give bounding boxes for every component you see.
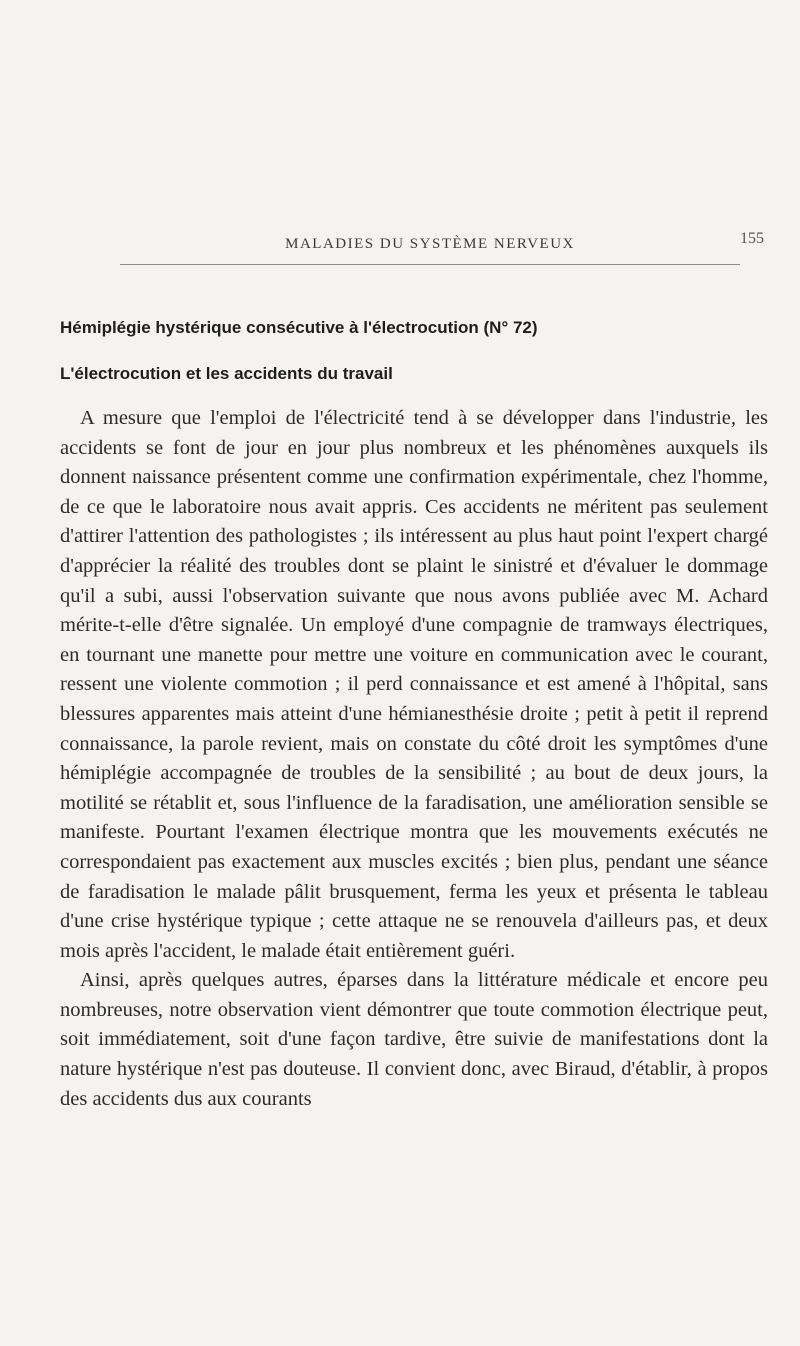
paragraph: A mesure que l'emploi de l'électricité tend à se développer dans l'industrie, les accidents se font de jour en jour plus nombreux et les phénomènes auxquels ils donnent naissance présentent comme une confirmation expérimentale, chez l'homme, de ce que le laboratoire nous avait appris. Ces accidents ne méritent pas seulement d'attirer l'attention des pathologistes ; ils intéressent au plus haut point l'expert chargé d'apprécier la réalité des troubles dont se plaint le sinistré et d'évaluer le dommage qu'il a subi, aussi l'observation suivante que nous avons publiée avec M. Achard mérite-t-elle d'être signalée. Un employé d'une compagnie de tramways électriques, en tournant une manette pour mettre une voiture en communication avec le courant, ressent une violente commotion ; il perd connaissance et est amené à l'hôpital, sans blessures apparentes mais atteint d'une hémianesthésie droite ; petit à petit il reprend connaissance, la parole revient, mais on constate du côté droit les symptômes d'une hémiplégie accompagnée de troubles de la sensibilité ; au bout de deux jours, la motilité se rétablit et, sous l'influence de la faradisation, une amélioration sensible se manifeste. Pourtant l'examen électrique montra que les mouvements exécutés ne correspondaient pas exactement aux muscles excités ; bien plus, pendant une séance de faradisation le malade pâlit brusquement, ferma les yeux et présenta le tableau d'une crise hystérique typique ; cette attaque ne se renouvela d'ailleurs pas, et deux mois après l'accident, le malade était entièrement guéri. — [60, 407, 768, 962]
section-subtitle: L'électrocution et les accidents du travail — [60, 364, 393, 383]
body-text — [60, 404, 768, 1114]
page-number: 155 — [740, 230, 764, 247]
paragraph: Ainsi, après quelques autres, éparses dans la littérature médicale et encore peu nombreuses, notre observation vient démontrer que toute commotion électrique peut, soit immédiatement, soit d'une façon tardive, être suivie de manifestations dont la nature hystérique n'est pas douteuse. Il convient donc, avec Biraud, d'établir, à propos des accidents dus aux courants — [60, 969, 768, 1110]
header-rule — [120, 264, 740, 265]
section-title: Hémiplégie hystérique consécutive à l'électrocution (N° 72) — [60, 318, 538, 337]
running-head — [0, 230, 800, 260]
running-title: MALADIES DU SYSTÈME NERVEUX — [285, 236, 575, 252]
